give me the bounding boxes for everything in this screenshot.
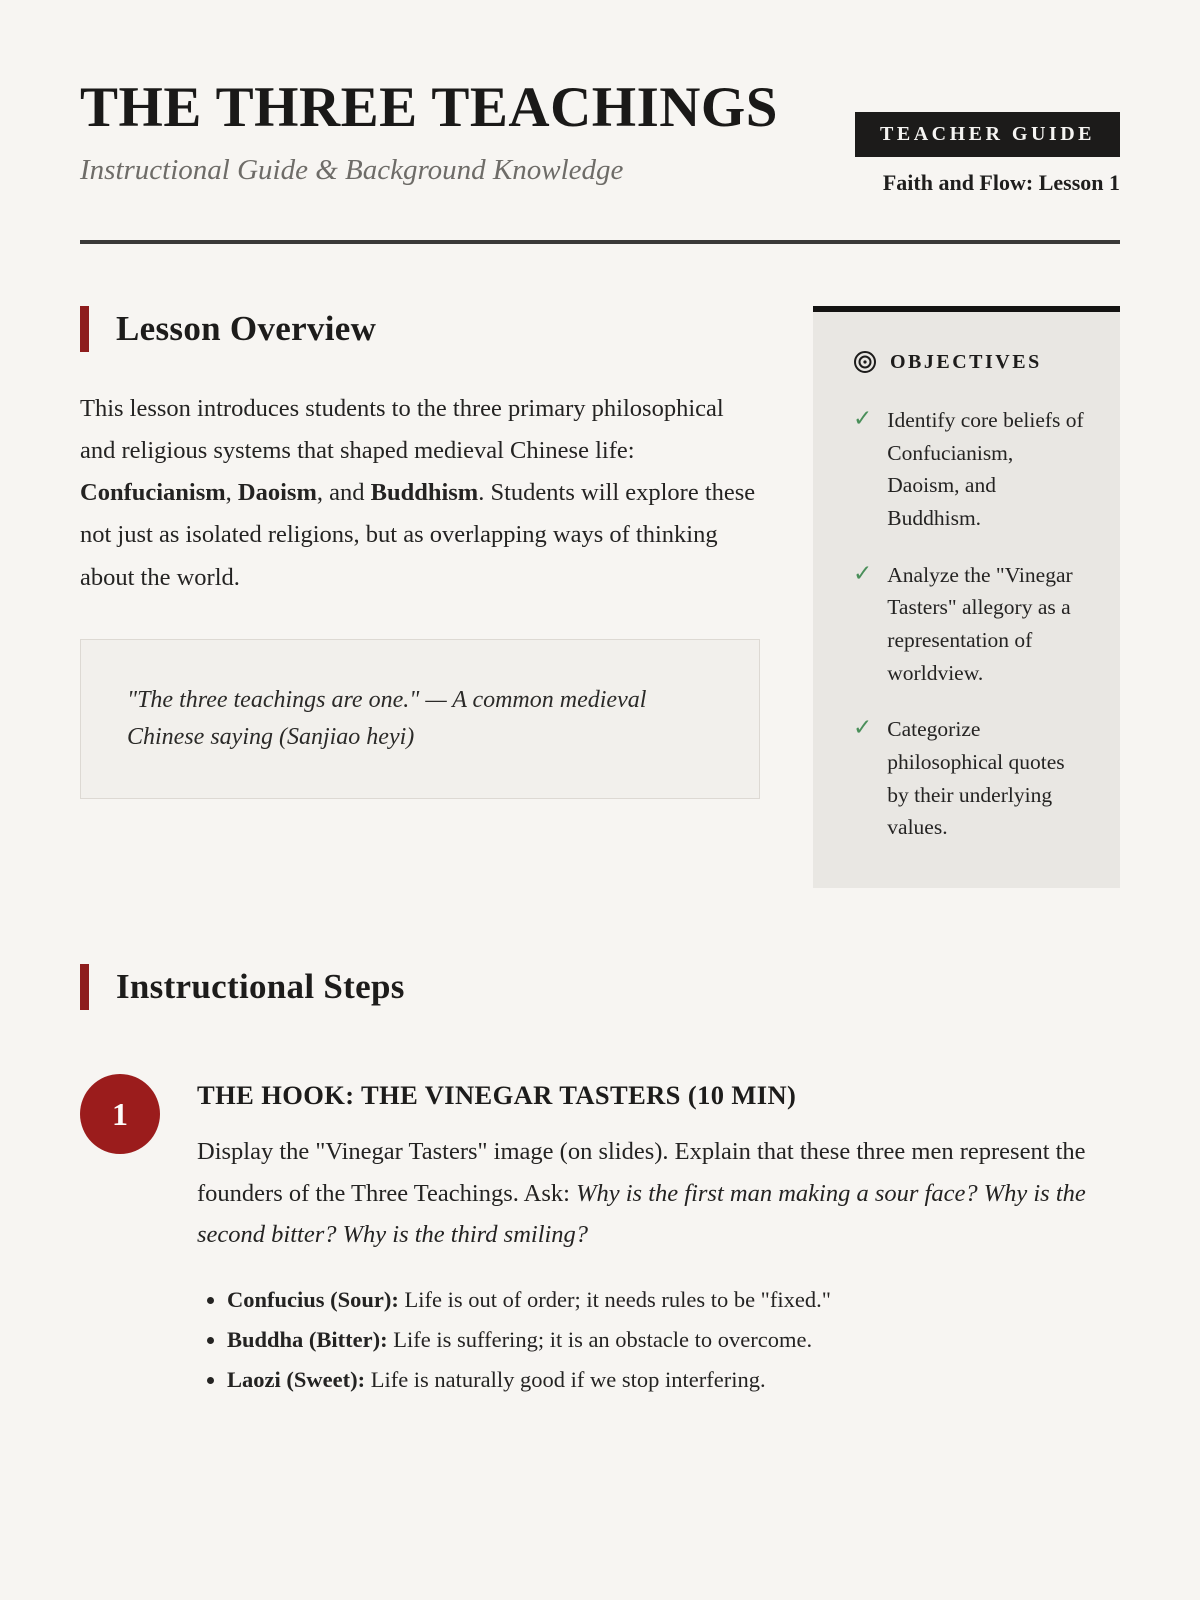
step-body xyxy=(197,1131,1120,1256)
bullet-item-laozi xyxy=(227,1360,1120,1400)
objectives-heading-text: OBJECTIVES xyxy=(890,350,1042,373)
bullet-item-confucius xyxy=(227,1280,1120,1320)
check-icon: ✓ xyxy=(853,715,873,742)
overview-bold-daoism: Daoism xyxy=(237,479,317,507)
overview-text-2: , xyxy=(225,479,238,507)
section-heading-overview xyxy=(80,306,760,352)
overview-heading-text: Lesson Overview xyxy=(116,309,377,348)
overview-column xyxy=(80,306,760,888)
objective-text-1: Identify core beliefs of Confucianism, Daoism, and Buddhism. xyxy=(887,408,1084,531)
overview-text-4: . Students will explore these not just as isolated religions, but as overlapping ways of thinking about the world. xyxy=(80,479,756,591)
overview-bold-confucianism: Confucianism xyxy=(80,479,226,507)
step-body-question: Why is the first man making a sour face? Why is the second bitter? Why is the third smiling? xyxy=(197,1179,1086,1249)
check-icon: ✓ xyxy=(853,560,873,587)
bullet-text-laozi: Life is naturally good if we stop interfering. xyxy=(365,1367,766,1393)
header-divider xyxy=(80,240,1120,244)
objective-text-2: Analyze the "Vinegar Tasters" allegory as a representation of worldview. xyxy=(887,562,1073,685)
header xyxy=(80,78,1120,196)
header-left xyxy=(80,78,778,187)
page-subtitle: Instructional Guide & Background Knowledge xyxy=(80,153,624,186)
teacher-guide-badge: TEACHER GUIDE xyxy=(855,112,1120,157)
main-row xyxy=(80,306,1120,888)
overview-bold-buddhism: Buddhism xyxy=(370,479,479,507)
objectives-list xyxy=(853,404,1088,844)
section-heading-steps xyxy=(80,964,1120,1010)
objectives-sidebar xyxy=(813,306,1120,888)
overview-paragraph xyxy=(80,388,760,599)
quote-box xyxy=(80,639,760,799)
steps-heading-text: Instructional Steps xyxy=(116,967,405,1007)
check-icon: ✓ xyxy=(853,406,873,432)
step-bullets xyxy=(197,1280,1120,1400)
bullet-label-laozi: Laozi (Sweet): xyxy=(227,1367,366,1393)
overview-text-1: This lesson introduces students to the three primary philosophical and religious systems that shaped medieval Chinese life: xyxy=(80,395,724,465)
objective-text-3: Categorize philosophical quotes by their underlying values. xyxy=(887,717,1065,840)
step-content xyxy=(197,1074,1120,1400)
objective-item-3 xyxy=(853,713,1088,844)
bullet-item-buddha xyxy=(227,1320,1120,1360)
page-title: THE THREE TEACHINGS xyxy=(80,76,778,139)
header-right xyxy=(855,78,1120,196)
heading-accent-bar xyxy=(80,964,89,1010)
objective-item-2 xyxy=(853,559,1088,690)
step-body-text: Display the "Vinegar Tasters" image (on slides). Explain that these three men represent the founders of the Three Teachings. Ask: xyxy=(197,1138,1086,1207)
heading-accent-bar xyxy=(80,306,89,352)
bullet-label-buddha: Buddha (Bitter): xyxy=(227,1327,388,1353)
bullet-label-confucius: Confucius (Sour): xyxy=(227,1286,399,1312)
quote-text: "The three teachings are one." — A common medieval Chinese saying (Sanjiao heyi) xyxy=(127,686,647,750)
step-1 xyxy=(80,1074,1120,1400)
overview-text-3: , and xyxy=(316,479,371,507)
target-icon xyxy=(853,350,877,374)
bullet-text-confucius: Life is out of order; it needs rules to be "fixed." xyxy=(398,1286,831,1312)
lesson-label: Faith and Flow: Lesson 1 xyxy=(882,170,1120,195)
bullet-text-buddha: Life is suffering; it is an obstacle to overcome. xyxy=(387,1327,813,1353)
step-number-badge: 1 xyxy=(80,1074,160,1154)
objective-item-1 xyxy=(853,404,1088,535)
step-title: THE HOOK: THE VINEGAR TASTERS (10 MIN) xyxy=(197,1080,797,1111)
objectives-heading xyxy=(853,350,1088,374)
